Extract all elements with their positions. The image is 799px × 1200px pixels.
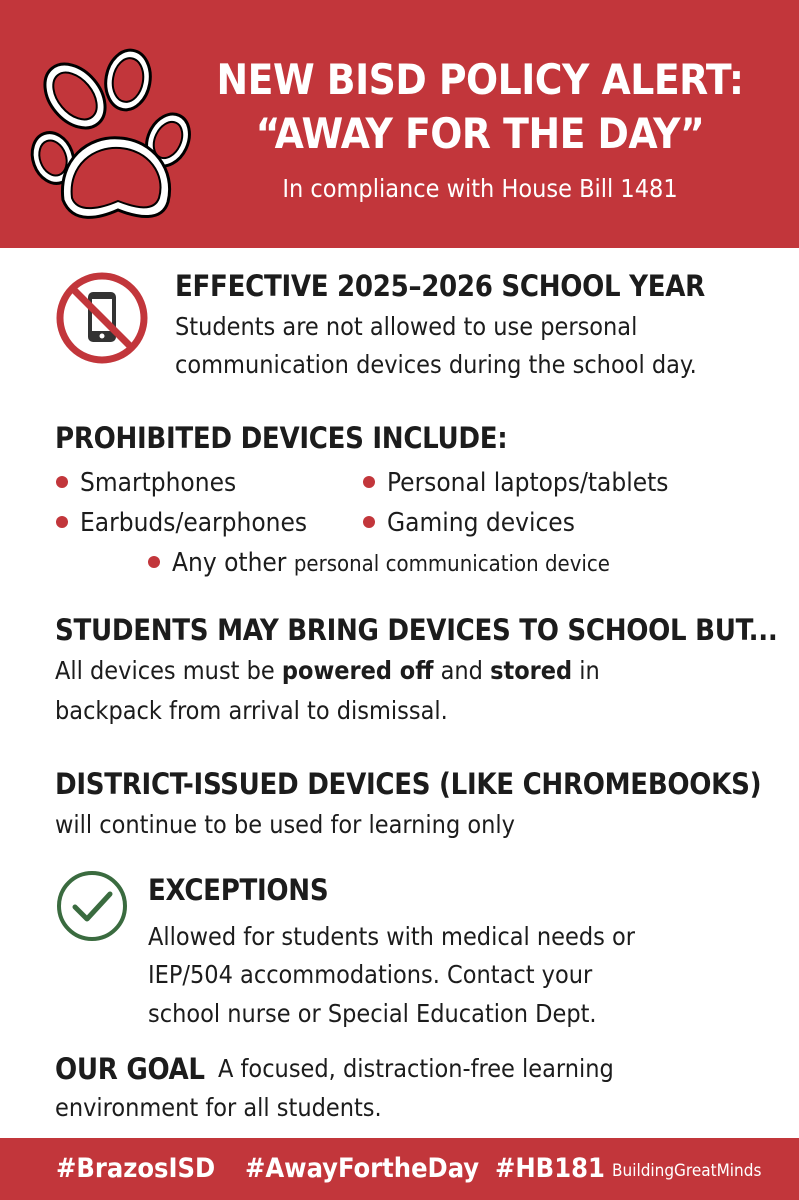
prohibited-heading: PROHIBITED DEVICES INCLUDE: — [55, 421, 508, 455]
list-item: Smartphones — [56, 465, 236, 501]
hashtag-brazosisd: #BrazosISD — [56, 1153, 216, 1184]
bullet-dot — [56, 516, 68, 528]
hashtag-hb181: #HB181 — [495, 1153, 605, 1184]
goal-text-line1: A focused, distraction-free learning — [218, 1054, 614, 1083]
bullet-dot — [363, 476, 375, 488]
bring-text-line2: backpack from arrival to dismissal. — [55, 696, 448, 725]
list-item: Gaming devices — [363, 505, 575, 541]
bring-text-line1: All devices must be powered off and stored in — [55, 656, 600, 685]
hashtag-awayfortheday: #AwayFortheDay — [245, 1153, 480, 1184]
effective-text-line2: communication devices during the school day. — [175, 350, 697, 379]
list-item: Personal laptops/tablets — [363, 465, 668, 501]
alert-title-line2: “AWAY FOR THE DAY” — [255, 109, 705, 158]
goal-label: OUR GOAL — [55, 1052, 205, 1086]
alert-title-line1: NEW BISD POLICY ALERT: — [216, 55, 744, 104]
list-item: Any other personal communication device — [148, 545, 610, 583]
no-phone-icon — [54, 270, 150, 366]
exceptions-heading: EXCEPTIONS — [148, 873, 329, 907]
exceptions-text-line3: school nurse or Special Education Dept. — [148, 999, 597, 1028]
bullet-dot — [363, 516, 375, 528]
goal-text-line2: environment for all students. — [55, 1093, 382, 1122]
bring-heading: STUDENTS MAY BRING DEVICES TO SCHOOL BUT... — [55, 613, 778, 647]
district-heading: DISTRICT-ISSUED DEVICES (LIKE CHROMEBOOKS) — [55, 767, 762, 801]
checkmark-circle-icon — [54, 868, 130, 944]
paw-print-icon — [28, 40, 193, 225]
bullet-dot — [56, 476, 68, 488]
alert-subtitle: In compliance with House Bill 1481 — [282, 174, 678, 203]
effective-heading: EFFECTIVE 2025–2026 SCHOOL YEAR — [175, 269, 705, 303]
exceptions-text-line1: Allowed for students with medical needs or — [148, 922, 635, 951]
district-text: will continue to be used for learning only — [55, 810, 515, 839]
effective-text-line1: Students are not allowed to use personal — [175, 312, 638, 341]
footer-slogan: BuildingGreatMinds — [612, 1161, 762, 1181]
exceptions-text-line2: IEP/504 accommodations. Contact your — [148, 960, 593, 989]
bullet-dot — [148, 556, 160, 568]
list-item: Earbuds/earphones — [56, 505, 307, 541]
